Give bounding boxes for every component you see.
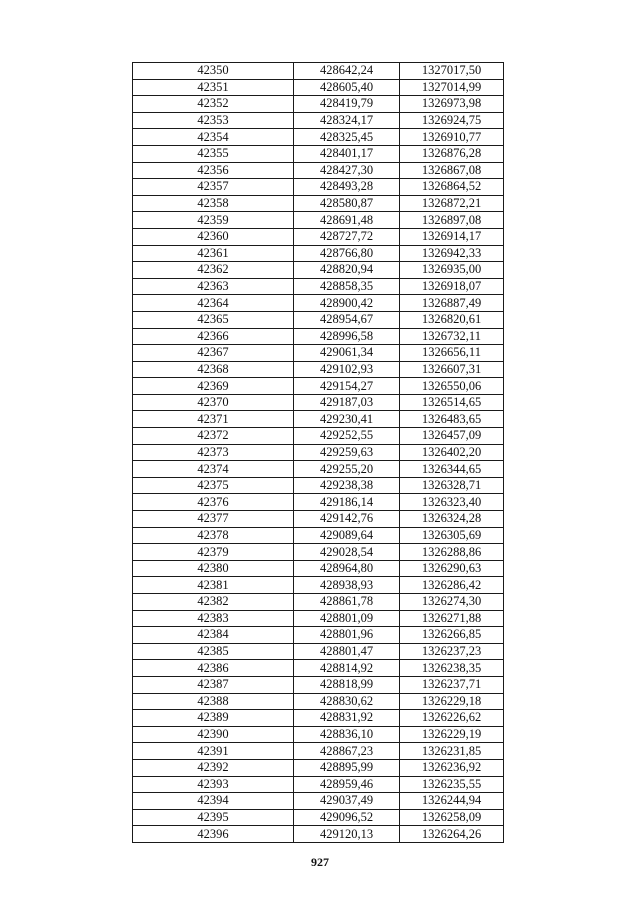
- x-coordinate-cell: 428895,99: [294, 759, 400, 776]
- table-row: [133, 710, 504, 727]
- x-coordinate-cell: 428818,99: [294, 676, 400, 693]
- table-row: [133, 378, 504, 395]
- x-coordinate-cell: 429187,03: [294, 394, 400, 411]
- point-number-cell: 42388: [133, 693, 294, 710]
- table-row: [133, 676, 504, 693]
- x-coordinate-cell: 428493,28: [294, 179, 400, 196]
- x-coordinate-cell: 429142,76: [294, 511, 400, 528]
- point-number-cell: 42389: [133, 710, 294, 727]
- x-coordinate-cell: 428867,23: [294, 743, 400, 760]
- y-coordinate-cell: 1326867,08: [400, 162, 504, 179]
- table-row: [133, 361, 504, 378]
- table-row: [133, 262, 504, 279]
- point-number-cell: 42373: [133, 444, 294, 461]
- table-row: [133, 511, 504, 528]
- y-coordinate-cell: 1326344,65: [400, 461, 504, 478]
- x-coordinate-cell: 428801,96: [294, 627, 400, 644]
- x-coordinate-cell: 429255,20: [294, 461, 400, 478]
- x-coordinate-cell: 428996,58: [294, 328, 400, 345]
- y-coordinate-cell: 1326483,65: [400, 411, 504, 428]
- x-coordinate-cell: 429028,54: [294, 544, 400, 561]
- point-number-cell: 42382: [133, 594, 294, 611]
- x-coordinate-cell: 428831,92: [294, 710, 400, 727]
- y-coordinate-cell: 1326935,00: [400, 262, 504, 279]
- table-row: [133, 295, 504, 312]
- y-coordinate-cell: 1327014,99: [400, 79, 504, 96]
- y-coordinate-cell: 1326864,52: [400, 179, 504, 196]
- x-coordinate-cell: 428801,09: [294, 610, 400, 627]
- table-row: [133, 560, 504, 577]
- y-coordinate-cell: 1326328,71: [400, 477, 504, 494]
- x-coordinate-cell: 429096,52: [294, 809, 400, 826]
- table-row: [133, 195, 504, 212]
- point-number-cell: 42360: [133, 228, 294, 245]
- x-coordinate-cell: 429259,63: [294, 444, 400, 461]
- table-row: [133, 96, 504, 113]
- y-coordinate-cell: 1326323,40: [400, 494, 504, 511]
- table-row: [133, 228, 504, 245]
- table-row: [133, 461, 504, 478]
- point-number-cell: 42353: [133, 112, 294, 129]
- point-number-cell: 42370: [133, 394, 294, 411]
- y-coordinate-cell: 1326229,19: [400, 726, 504, 743]
- x-coordinate-cell: 428324,17: [294, 112, 400, 129]
- x-coordinate-cell: 429252,55: [294, 428, 400, 445]
- point-number-cell: 42371: [133, 411, 294, 428]
- table-row: [133, 826, 504, 843]
- y-coordinate-cell: 1326258,09: [400, 809, 504, 826]
- table-row: [133, 660, 504, 677]
- y-coordinate-cell: 1326271,88: [400, 610, 504, 627]
- point-number-cell: 42372: [133, 428, 294, 445]
- y-coordinate-cell: 1326236,92: [400, 759, 504, 776]
- point-number-cell: 42369: [133, 378, 294, 395]
- y-coordinate-cell: 1326887,49: [400, 295, 504, 312]
- point-number-cell: 42391: [133, 743, 294, 760]
- table-row: [133, 444, 504, 461]
- y-coordinate-cell: 1326918,07: [400, 278, 504, 295]
- point-number-cell: 42354: [133, 129, 294, 146]
- table-row: [133, 544, 504, 561]
- x-coordinate-cell: 428830,62: [294, 693, 400, 710]
- x-coordinate-cell: 429061,34: [294, 345, 400, 362]
- x-coordinate-cell: 428325,45: [294, 129, 400, 146]
- y-coordinate-cell: 1326872,21: [400, 195, 504, 212]
- point-number-cell: 42358: [133, 195, 294, 212]
- x-coordinate-cell: 429230,41: [294, 411, 400, 428]
- table-row: [133, 759, 504, 776]
- x-coordinate-cell: 428427,30: [294, 162, 400, 179]
- table-row: [133, 693, 504, 710]
- table-row: [133, 129, 504, 146]
- point-number-cell: 42352: [133, 96, 294, 113]
- table-row: [133, 793, 504, 810]
- y-coordinate-cell: 1326897,08: [400, 212, 504, 229]
- point-number-cell: 42396: [133, 826, 294, 843]
- x-coordinate-cell: 429186,14: [294, 494, 400, 511]
- table-row: [133, 179, 504, 196]
- y-coordinate-cell: 1326235,55: [400, 776, 504, 793]
- y-coordinate-cell: 1326656,11: [400, 345, 504, 362]
- y-coordinate-cell: 1326924,75: [400, 112, 504, 129]
- y-coordinate-cell: 1326876,28: [400, 145, 504, 162]
- x-coordinate-cell: 428964,80: [294, 560, 400, 577]
- y-coordinate-cell: 1326402,20: [400, 444, 504, 461]
- point-number-cell: 42387: [133, 676, 294, 693]
- x-coordinate-cell: 428605,40: [294, 79, 400, 96]
- x-coordinate-cell: 428419,79: [294, 96, 400, 113]
- y-coordinate-cell: 1326288,86: [400, 544, 504, 561]
- y-coordinate-cell: 1326266,85: [400, 627, 504, 644]
- point-number-cell: 42366: [133, 328, 294, 345]
- table-row: [133, 726, 504, 743]
- x-coordinate-cell: 428642,24: [294, 63, 400, 80]
- x-coordinate-cell: 428727,72: [294, 228, 400, 245]
- x-coordinate-cell: 428766,80: [294, 245, 400, 262]
- point-number-cell: 42384: [133, 627, 294, 644]
- y-coordinate-cell: 1326820,61: [400, 311, 504, 328]
- x-coordinate-cell: 429102,93: [294, 361, 400, 378]
- table-row: [133, 610, 504, 627]
- point-number-cell: 42362: [133, 262, 294, 279]
- y-coordinate-cell: 1326264,26: [400, 826, 504, 843]
- y-coordinate-cell: 1326274,30: [400, 594, 504, 611]
- point-number-cell: 42355: [133, 145, 294, 162]
- x-coordinate-cell: 428938,93: [294, 577, 400, 594]
- y-coordinate-cell: 1326550,06: [400, 378, 504, 395]
- y-coordinate-cell: 1326910,77: [400, 129, 504, 146]
- table-row: [133, 145, 504, 162]
- point-number-cell: 42394: [133, 793, 294, 810]
- x-coordinate-cell: 428401,17: [294, 145, 400, 162]
- x-coordinate-cell: 428861,78: [294, 594, 400, 611]
- point-number-cell: 42356: [133, 162, 294, 179]
- table-row: [133, 112, 504, 129]
- x-coordinate-cell: 429238,38: [294, 477, 400, 494]
- table-row: [133, 527, 504, 544]
- point-number-cell: 42368: [133, 361, 294, 378]
- y-coordinate-cell: 1326457,09: [400, 428, 504, 445]
- x-coordinate-cell: 428858,35: [294, 278, 400, 295]
- x-coordinate-cell: 429037,49: [294, 793, 400, 810]
- table-row: [133, 776, 504, 793]
- coordinates-table: [132, 62, 504, 843]
- y-coordinate-cell: 1326607,31: [400, 361, 504, 378]
- x-coordinate-cell: 428959,46: [294, 776, 400, 793]
- point-number-cell: 42364: [133, 295, 294, 312]
- point-number-cell: 42380: [133, 560, 294, 577]
- x-coordinate-cell: 429120,13: [294, 826, 400, 843]
- x-coordinate-cell: 428820,94: [294, 262, 400, 279]
- point-number-cell: 42375: [133, 477, 294, 494]
- point-number-cell: 42385: [133, 643, 294, 660]
- table-row: [133, 63, 504, 80]
- y-coordinate-cell: 1326226,62: [400, 710, 504, 727]
- point-number-cell: 42374: [133, 461, 294, 478]
- y-coordinate-cell: 1327017,50: [400, 63, 504, 80]
- y-coordinate-cell: 1326973,98: [400, 96, 504, 113]
- table-row: [133, 411, 504, 428]
- point-number-cell: 42367: [133, 345, 294, 362]
- point-number-cell: 42390: [133, 726, 294, 743]
- table-row: [133, 428, 504, 445]
- y-coordinate-cell: 1326324,28: [400, 511, 504, 528]
- table-row: [133, 278, 504, 295]
- y-coordinate-cell: 1326942,33: [400, 245, 504, 262]
- table-row: [133, 79, 504, 96]
- table-row: [133, 627, 504, 644]
- point-number-cell: 42395: [133, 809, 294, 826]
- page-number: 927: [311, 855, 329, 869]
- point-number-cell: 42361: [133, 245, 294, 262]
- table-row: [133, 643, 504, 660]
- x-coordinate-cell: 429154,27: [294, 378, 400, 395]
- point-number-cell: 42363: [133, 278, 294, 295]
- point-number-cell: 42393: [133, 776, 294, 793]
- y-coordinate-cell: 1326286,42: [400, 577, 504, 594]
- y-coordinate-cell: 1326231,85: [400, 743, 504, 760]
- table-row: [133, 809, 504, 826]
- x-coordinate-cell: 428691,48: [294, 212, 400, 229]
- y-coordinate-cell: 1326914,17: [400, 228, 504, 245]
- table-row: [133, 594, 504, 611]
- table-row: [133, 212, 504, 229]
- point-number-cell: 42392: [133, 759, 294, 776]
- table-row: [133, 494, 504, 511]
- y-coordinate-cell: 1326244,94: [400, 793, 504, 810]
- table-row: [133, 345, 504, 362]
- point-number-cell: 42365: [133, 311, 294, 328]
- y-coordinate-cell: 1326237,23: [400, 643, 504, 660]
- point-number-cell: 42381: [133, 577, 294, 594]
- y-coordinate-cell: 1326514,65: [400, 394, 504, 411]
- point-number-cell: 42351: [133, 79, 294, 96]
- x-coordinate-cell: 428814,92: [294, 660, 400, 677]
- table-row: [133, 394, 504, 411]
- point-number-cell: 42350: [133, 63, 294, 80]
- x-coordinate-cell: 429089,64: [294, 527, 400, 544]
- point-number-cell: 42357: [133, 179, 294, 196]
- table-row: [133, 577, 504, 594]
- point-number-cell: 42383: [133, 610, 294, 627]
- x-coordinate-cell: 428900,42: [294, 295, 400, 312]
- x-coordinate-cell: 428954,67: [294, 311, 400, 328]
- table-row: [133, 328, 504, 345]
- table-row: [133, 743, 504, 760]
- point-number-cell: 42376: [133, 494, 294, 511]
- table-row: [133, 311, 504, 328]
- x-coordinate-cell: 428836,10: [294, 726, 400, 743]
- y-coordinate-cell: 1326732,11: [400, 328, 504, 345]
- point-number-cell: 42386: [133, 660, 294, 677]
- y-coordinate-cell: 1326305,69: [400, 527, 504, 544]
- x-coordinate-cell: 428580,87: [294, 195, 400, 212]
- table-row: [133, 477, 504, 494]
- y-coordinate-cell: 1326290,63: [400, 560, 504, 577]
- point-number-cell: 42378: [133, 527, 294, 544]
- point-number-cell: 42377: [133, 511, 294, 528]
- point-number-cell: 42359: [133, 212, 294, 229]
- y-coordinate-cell: 1326229,18: [400, 693, 504, 710]
- y-coordinate-cell: 1326237,71: [400, 676, 504, 693]
- point-number-cell: 42379: [133, 544, 294, 561]
- coordinates-table-body: [133, 63, 504, 843]
- y-coordinate-cell: 1326238,35: [400, 660, 504, 677]
- x-coordinate-cell: 428801,47: [294, 643, 400, 660]
- table-row: [133, 245, 504, 262]
- table-row: [133, 162, 504, 179]
